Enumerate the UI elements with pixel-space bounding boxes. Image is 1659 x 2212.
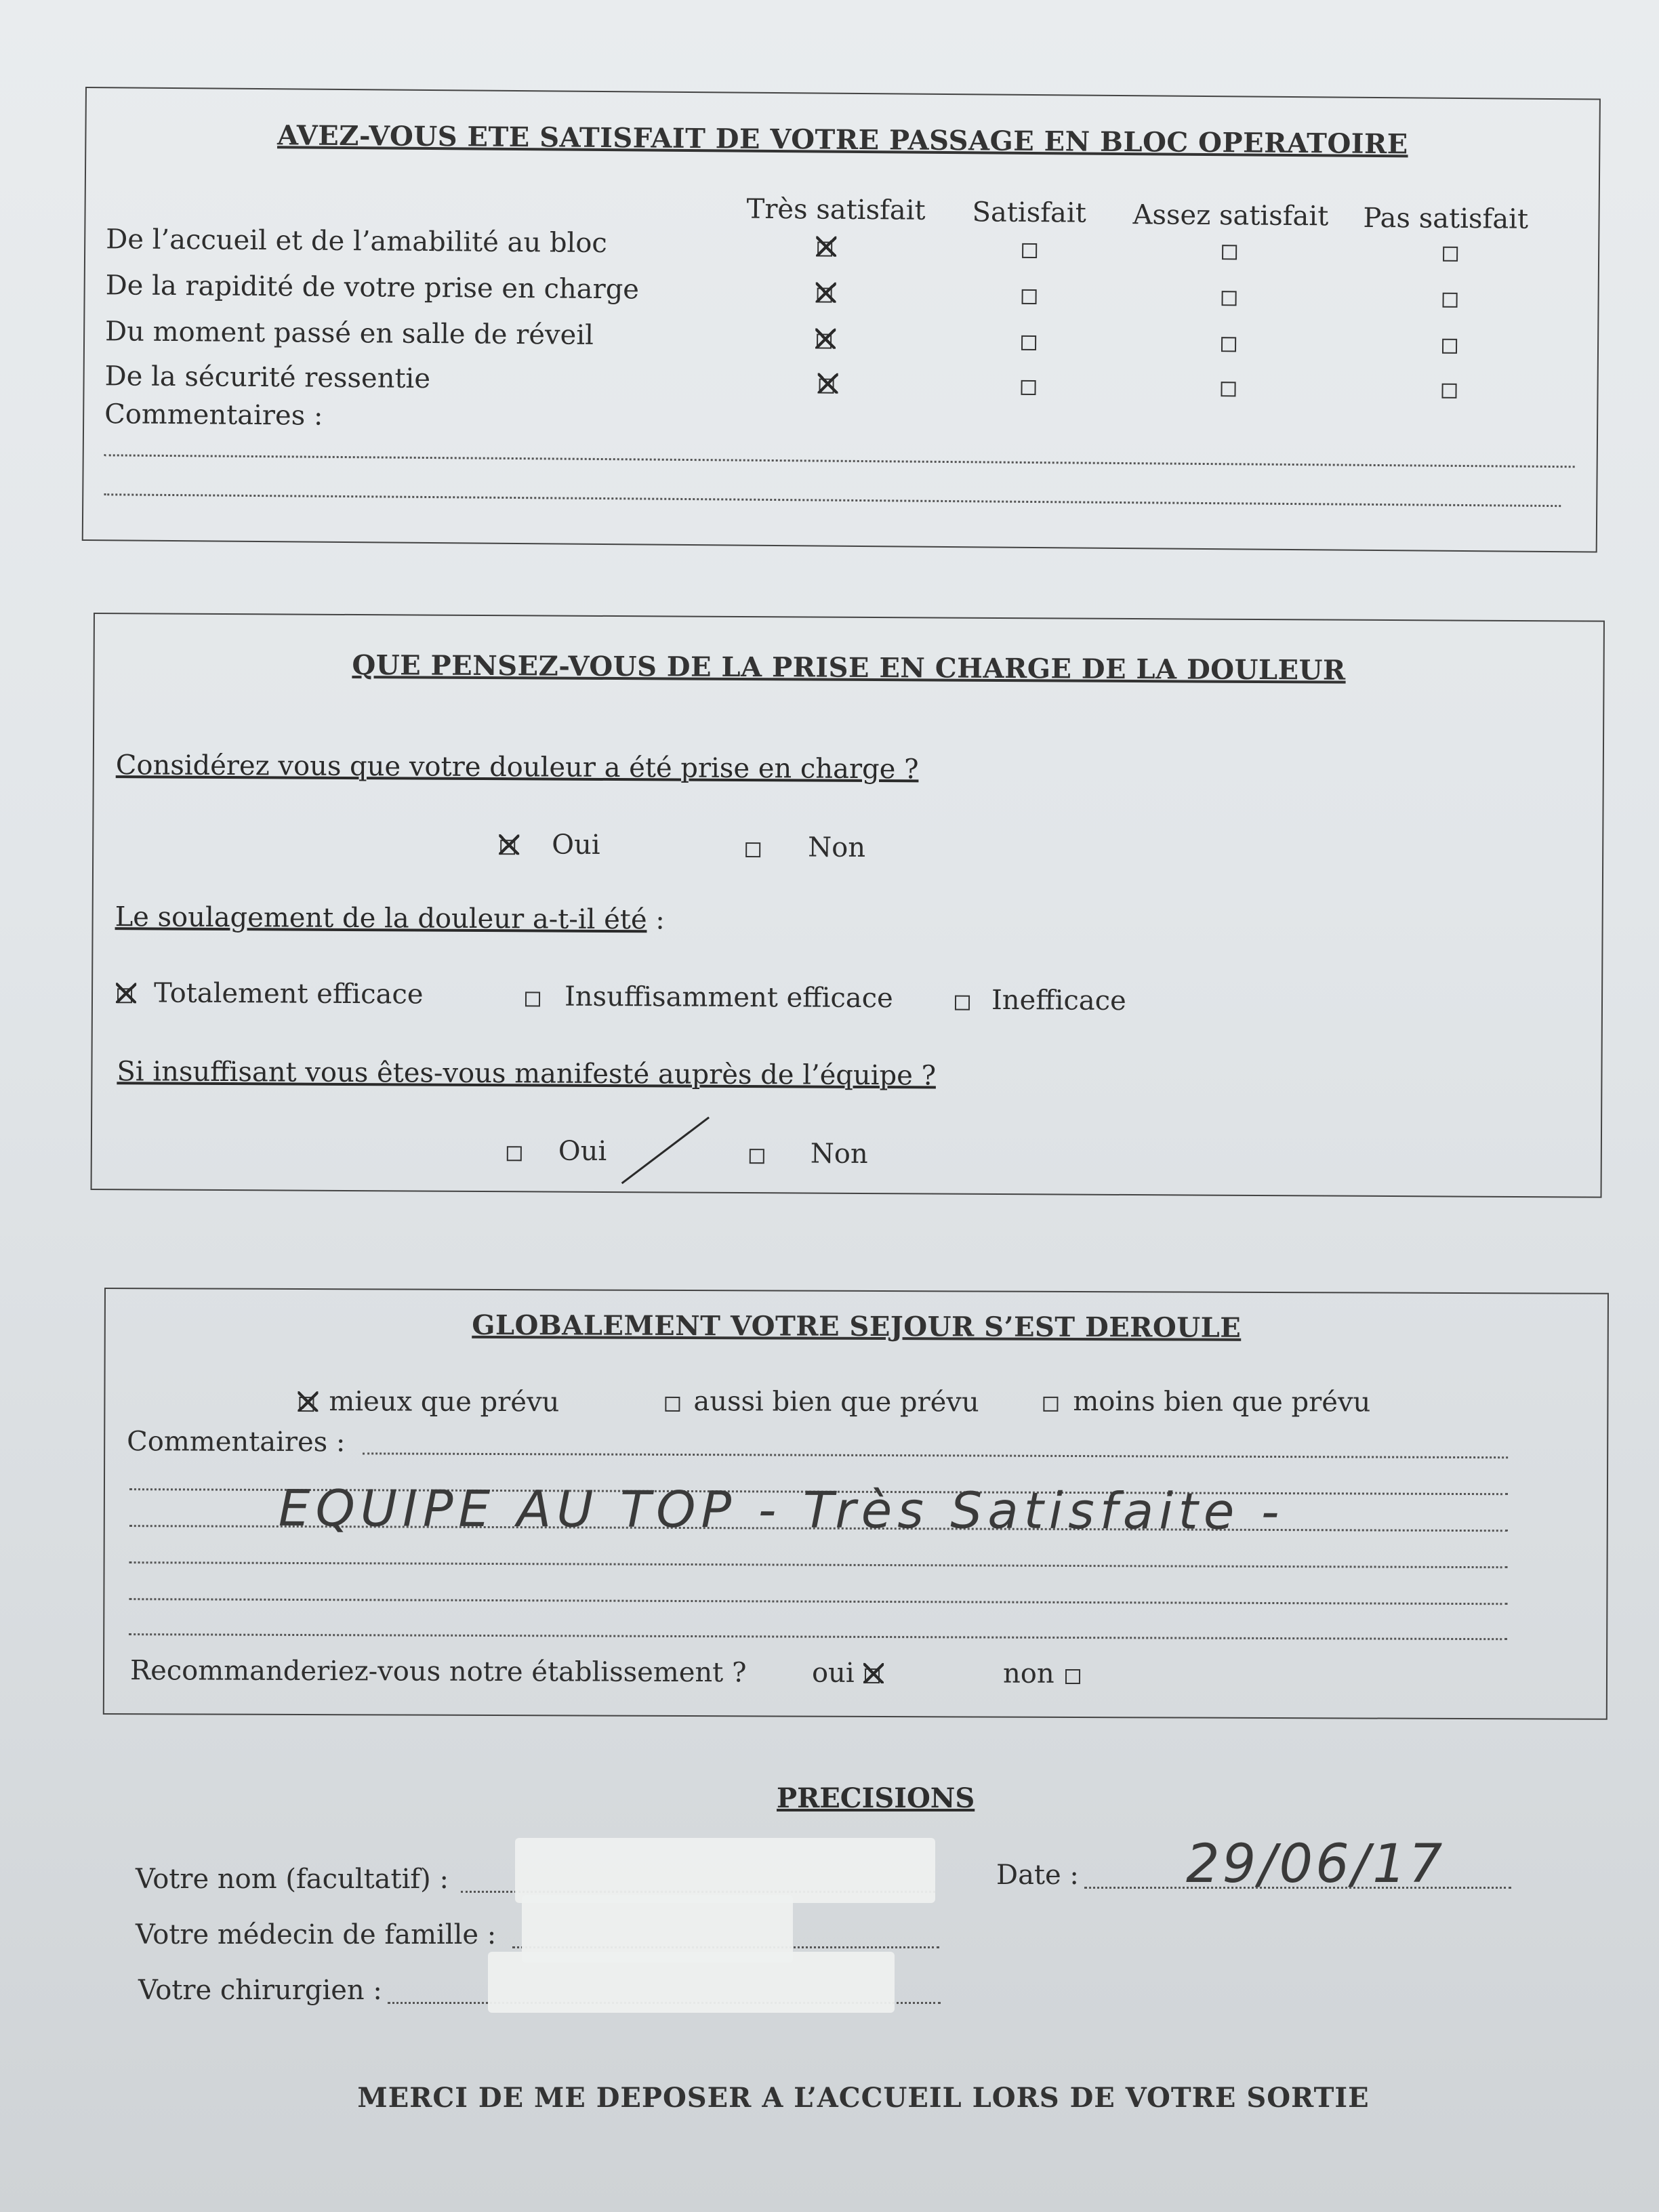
row-rapidite-pas-satisfait-checkbox[interactable]	[1443, 293, 1458, 308]
precisions-title: PRECISIONS	[777, 1782, 975, 1814]
row-rapidite-label: De la rapidité de votre prise en charge	[105, 270, 640, 306]
q1-oui-label: Oui	[552, 829, 600, 861]
row-reveil-pas-satisfait-checkbox[interactable]	[1442, 339, 1457, 354]
q3-non-label: Non	[810, 1138, 868, 1170]
sejour-aussi-bien-label: aussi bien que prévu	[693, 1386, 979, 1418]
recommend-non-checkbox[interactable]	[1065, 1669, 1080, 1684]
row-accueil-label: De l’accueil et de l’amabilité au bloc	[106, 224, 607, 260]
sejour-mieux-checkbox[interactable]	[299, 1397, 314, 1412]
row-rapidite-tres-satisfait-checkbox[interactable]	[817, 287, 832, 302]
section-sejour	[103, 1288, 1609, 1720]
doctor-label: Votre médecin de famille :	[136, 1919, 497, 1950]
q2-inefficace-checkbox[interactable]	[955, 996, 970, 1010]
recommend-label: Recommanderiez-vous notre établissement ?	[129, 1655, 747, 1689]
q3-slash-mark-icon	[619, 1113, 715, 1188]
row-securite-label: De la sécurité ressentie	[104, 361, 431, 395]
section3-comment-line-6[interactable]	[129, 1633, 1507, 1640]
section1-comments-label: Commentaires :	[104, 398, 323, 432]
section3-title: GLOBALEMENT VOTRE SEJOUR S’EST DEROULE	[472, 1309, 1242, 1344]
row-securite-assez-satisfait-checkbox[interactable]	[1221, 382, 1235, 396]
q2-totalement-efficace-checkbox[interactable]	[117, 988, 132, 1003]
section3-comment-line-5[interactable]	[129, 1598, 1507, 1605]
q-soulagement-text: Le soulagement de la douleur a-t-il été	[115, 901, 647, 936]
q2-inefficace-label: Inefficace	[991, 984, 1126, 1017]
q3-non-checkbox[interactable]	[750, 1149, 764, 1164]
q-manifeste-equipe: Si insuffisant vous êtes-vous manifesté auprès de l’équipe ?	[117, 1056, 937, 1092]
row-securite-pas-satisfait-checkbox[interactable]	[1441, 384, 1456, 398]
row-accueil-assez-satisfait-checkbox[interactable]	[1222, 245, 1237, 260]
surgeon-redaction	[488, 1952, 895, 2013]
row-reveil-label: Du moment passé en salle de réveil	[104, 316, 594, 351]
recommend-oui-checkbox[interactable]	[865, 1668, 880, 1683]
row-reveil-tres-satisfait-checkbox[interactable]	[817, 333, 832, 348]
sejour-moins-bien-label: moins bien que prévu	[1073, 1385, 1371, 1418]
section1-comment-line-2[interactable]	[104, 493, 1561, 507]
col-pas-satisfait: Pas satisfait	[1363, 202, 1529, 235]
section1-comment-line-1[interactable]	[104, 454, 1575, 468]
sejour-aussi-bien-checkbox[interactable]	[665, 1397, 680, 1412]
row-securite-tres-satisfait-checkbox[interactable]	[819, 379, 834, 394]
recommend-oui-label: oui	[811, 1657, 855, 1689]
q3-oui-label: Oui	[558, 1135, 607, 1167]
col-tres-satisfait: Très satisfait	[746, 193, 926, 226]
name-label: Votre nom (facultatif) :	[136, 1864, 449, 1895]
section1-title: AVEZ-VOUS ETE SATISFAIT DE VOTRE PASSAGE EN BLOC OPERATOIRE	[276, 119, 1408, 161]
sejour-mieux-label: mieux que prévu	[329, 1386, 560, 1418]
surgeon-label: Votre chirurgien :	[138, 1975, 382, 2006]
sejour-moins-bien-checkbox[interactable]	[1043, 1397, 1058, 1412]
section3-comments-label: Commentaires :	[127, 1426, 346, 1458]
row-rapidite-satisfait-checkbox[interactable]	[1022, 289, 1037, 304]
col-assez-satisfait: Assez satisfait	[1132, 199, 1329, 232]
q1-oui-checkbox[interactable]	[500, 840, 515, 855]
name-redaction	[515, 1838, 935, 1903]
row-reveil-satisfait-checkbox[interactable]	[1021, 335, 1036, 350]
section2-title: QUE PENSEZ-VOUS DE LA PRISE EN CHARGE DE LA DOULEUR	[352, 649, 1346, 687]
q-douleur-prise-en-charge: Considérez vous que votre douleur a été prise en charge ?	[115, 750, 919, 785]
q1-non-label: Non	[808, 832, 866, 863]
row-rapidite-assez-satisfait-checkbox[interactable]	[1222, 291, 1237, 306]
section-bloc-operatoire	[82, 87, 1601, 553]
q2-totalement-efficace-label: Totalement efficace	[153, 977, 424, 1010]
date-label: Date :	[996, 1860, 1079, 1891]
row-securite-satisfait-checkbox[interactable]	[1021, 380, 1036, 395]
q1-non-checkbox[interactable]	[745, 842, 760, 857]
q-soulagement	[115, 901, 665, 935]
q-soulagement-colon: :	[647, 904, 665, 936]
section3-comment-line-4[interactable]	[129, 1561, 1508, 1568]
q2-insuffisamment-efficace-label: Insuffisamment efficace	[564, 981, 893, 1015]
section3-comment-line-1[interactable]	[363, 1452, 1508, 1458]
footer-instruction: MERCI DE ME DEPOSER A L’ACCUEIL LORS DE VOTRE SORTIE	[357, 2082, 1370, 2114]
row-accueil-tres-satisfait-checkbox[interactable]	[817, 241, 832, 256]
recommend-non-label: non	[1002, 1658, 1054, 1689]
section-douleur	[91, 613, 1605, 1198]
row-accueil-pas-satisfait-checkbox[interactable]	[1443, 247, 1458, 262]
date-value: 29/06/17	[1186, 1834, 1446, 1895]
col-satisfait: Satisfait	[972, 197, 1086, 229]
handwritten-comment: EQUIPE AU TOP - Très Satisfaite -	[278, 1479, 1285, 1542]
row-reveil-assez-satisfait-checkbox[interactable]	[1221, 337, 1236, 352]
q3-oui-checkbox[interactable]	[507, 1146, 522, 1161]
row-accueil-satisfait-checkbox[interactable]	[1022, 243, 1037, 258]
q2-insuffisamment-efficace-checkbox[interactable]	[525, 991, 540, 1006]
